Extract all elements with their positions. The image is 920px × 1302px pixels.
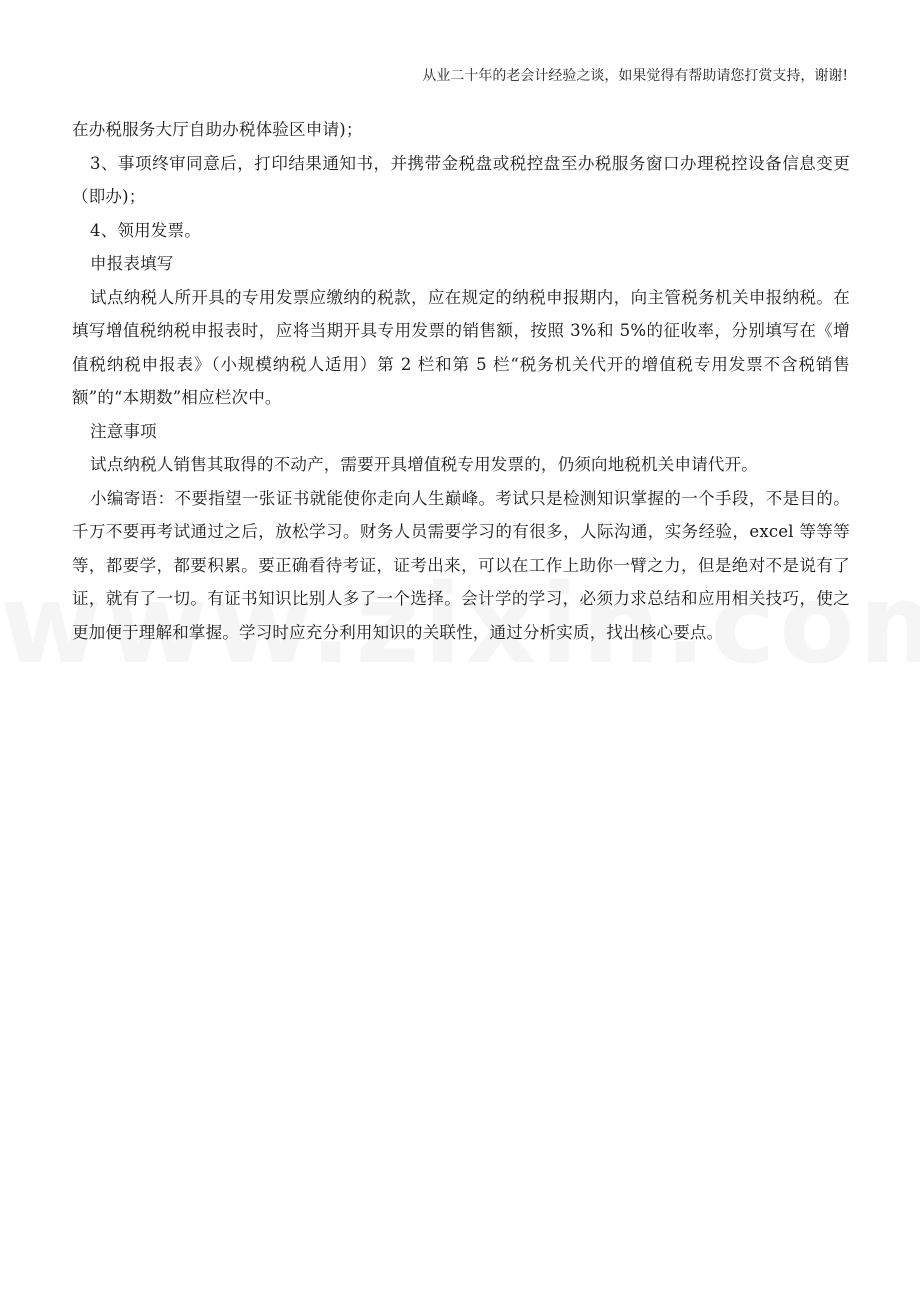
section-heading-notes: 注意事项 (90, 421, 157, 441)
paragraph-notes: 试点纳税人销售其取得的不动产，需要开具增值税专用发票的，仍须向地税机关申请代开。 (90, 455, 758, 474)
paragraph-declaration-form: 试点纳税人所开具的专用发票应缴纳的税款，应在规定的纳税申报期内，向主管税务机关申报纳税。在填写增值税纳税申报表时，应将当期开具专用发票的销售额，按照 3%和 5%的征收率，分别填写在《增值税纳税申报表》（小规模纳税人适用）第 2 栏和第 5 栏“税务机关代开的增值税专用发票不含税销售额”的“本期数”相应栏次中。 (72, 287, 850, 407)
document-body (72, 113, 850, 649)
paragraph-step-3: 3、事项终审同意后，打印结果通知书，并携带金税盘或税控盘至办税服务窗口办理税控设备信息变更（即办)； (72, 153, 850, 206)
paragraph-editor-message: 小编寄语：不要指望一张证书就能使你走向人生巅峰。考试只是检测知识掌握的一个手段，不是目的。千万不要再考试通过之后，放松学习。财务人员需要学习的有很多，人际沟通，实务经验，excel 等等等等，都要学，都要积累。要正确看待考证，证考出来，可以在工作上助你一臂之力，但是绝对不是说有了证，就有了一切。有证书知识比别人多了一个选择。会计学的学习，必须力求总结和应用相关技巧，使之更加便于理解和掌握。学习时应充分利用知识的关联性，通过分析实质，找出核心要点。 (72, 488, 850, 642)
section-heading-declaration-form: 申报表填写 (90, 254, 174, 273)
paragraph-continuation: 在办税服务大厅自助办税体验区申请)； (72, 120, 363, 139)
paragraph-step-4: 4、领用发票。 (90, 220, 201, 240)
header-note: 从业二十年的老会计经验之谈，如果觉得有帮助请您打赏支持，谢谢! (422, 68, 848, 84)
